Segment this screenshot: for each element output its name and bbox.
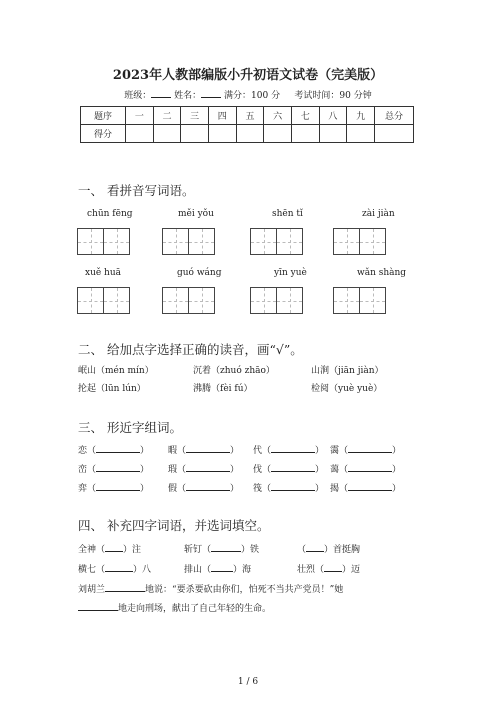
score-table-header-row [81, 107, 414, 125]
score-header-cell: 题序 [81, 107, 126, 125]
score-cell[interactable] [264, 125, 292, 143]
grid-cell[interactable] [188, 228, 215, 255]
grid-cell[interactable] [77, 228, 104, 255]
char: 暇 [168, 446, 178, 456]
answer-blank[interactable] [186, 462, 230, 472]
word-item: 瑕（ ） [168, 462, 239, 475]
full-score: 满分：100 分 [224, 91, 281, 101]
char: 霭 [330, 446, 340, 456]
pinyin-label: yīn yuè [274, 268, 307, 278]
score-cell[interactable] [291, 125, 319, 143]
exam-info [0, 88, 496, 101]
char: 瑕 [168, 465, 178, 475]
grid-cell[interactable] [162, 287, 189, 314]
tian-grid[interactable] [333, 228, 386, 255]
score-cell[interactable] [347, 125, 375, 143]
score-header-cell: 六 [264, 107, 292, 125]
name-label: 姓名： [174, 91, 202, 101]
fill-sentence: 刘胡兰 地说：“要杀要砍由你们，怕死不当共产党员！”她 [78, 582, 343, 595]
pinyin-label: chūn fēng [87, 209, 133, 219]
idiom-blank[interactable] [324, 562, 342, 572]
grid-cell[interactable] [359, 287, 386, 314]
word-item: 筏（ ） [253, 481, 324, 494]
pinyin-label: shēn tǐ [272, 209, 303, 219]
word-item: 伐（ ） [253, 462, 324, 475]
class-label: 班级： [124, 91, 152, 101]
score-table-score-row [81, 125, 414, 143]
char: 假 [168, 484, 178, 494]
char: 蔼 [330, 465, 340, 475]
score-row-label: 得分 [81, 125, 126, 143]
tian-grid[interactable] [162, 287, 215, 314]
reading-choice[interactable]: 检阅（yuè yuè） [311, 384, 383, 394]
score-cell[interactable] [208, 125, 236, 143]
reading-choice[interactable]: 沉着（zhuó zhāo） [193, 366, 275, 376]
score-header-cell: 七 [291, 107, 319, 125]
reading-choice[interactable]: 岷山（mén mín） [78, 366, 154, 376]
tian-grid[interactable] [250, 287, 303, 314]
grid-cell[interactable] [333, 228, 360, 255]
score-header-cell: 一 [126, 107, 154, 125]
score-header-cell: 八 [319, 107, 347, 125]
score-cell[interactable] [126, 125, 154, 143]
answer-blank[interactable] [186, 443, 230, 453]
page-number: 1 / 6 [237, 677, 259, 687]
char: 筏 [253, 484, 263, 494]
tian-grid[interactable] [250, 228, 303, 255]
char: 恋 [78, 446, 88, 456]
section1-heading: 一、 看拼音写词语。 [78, 183, 195, 198]
pinyin-label: guó wáng [177, 268, 222, 278]
answer-blank[interactable] [96, 462, 140, 472]
score-header-cell: 五 [236, 107, 264, 125]
pinyin-label: měi yǒu [178, 209, 214, 219]
word-item: 弈（ ） [78, 481, 149, 494]
char: 代 [253, 446, 263, 456]
idiom-item: 横七（ ）八 [78, 562, 151, 575]
word-item: 恋（ ） [78, 443, 149, 456]
section3-heading: 三、 形近字组词。 [78, 420, 182, 435]
answer-blank[interactable] [348, 481, 392, 491]
answer-blank[interactable] [96, 481, 140, 491]
score-cell[interactable] [181, 125, 209, 143]
score-table [80, 106, 414, 143]
tian-grid[interactable] [162, 228, 215, 255]
word-item: 霭（ ） [330, 443, 401, 456]
answer-blank[interactable] [271, 481, 315, 491]
page-title: 2023年人教部编版小升初语文试卷（完美版） [112, 68, 384, 83]
grid-cell[interactable] [103, 287, 130, 314]
score-cell[interactable] [319, 125, 347, 143]
idiom-item: （ ）首挺胸 [297, 542, 360, 555]
reading-choice[interactable]: 抡起（lūn lún） [78, 384, 146, 394]
char: 伐 [253, 465, 263, 475]
tian-grid[interactable] [77, 287, 130, 314]
idiom-item: 排山（ ）海 [184, 562, 251, 575]
idiom-item: 全神（ ）注 [78, 542, 141, 555]
word-item: 蔼（ ） [330, 462, 401, 475]
idiom-item: 斩钉（ ）铁 [184, 542, 259, 555]
idiom-blank[interactable] [211, 562, 233, 572]
sentence-blank[interactable] [105, 582, 145, 592]
score-cell[interactable] [375, 125, 414, 143]
word-item: 暇（ ） [168, 443, 239, 456]
answer-blank[interactable] [271, 462, 315, 472]
score-header-cell: 四 [208, 107, 236, 125]
section4-heading: 四、 补充四字词语，并选词填空。 [78, 518, 270, 533]
idiom-blank[interactable] [211, 542, 241, 552]
score-header-cell: 三 [181, 107, 209, 125]
score-header-cell: 二 [153, 107, 181, 125]
word-item: 假（ ） [168, 481, 239, 494]
tian-grid[interactable] [77, 228, 130, 255]
grid-cell[interactable] [276, 228, 303, 255]
word-item: 代（ ） [253, 443, 324, 456]
fill-sentence: 地走向刑场，献出了自己年轻的生命。 [78, 601, 271, 614]
grid-cell[interactable] [359, 228, 386, 255]
answer-blank[interactable] [348, 462, 392, 472]
idiom-blank[interactable] [105, 562, 133, 572]
score-cell[interactable] [153, 125, 181, 143]
exam-time: 考试时间：90 分钟 [294, 91, 372, 101]
sentence-blank[interactable] [78, 601, 118, 611]
grid-cell[interactable] [250, 287, 277, 314]
char: 峦 [78, 465, 88, 475]
char: 弈 [78, 484, 88, 494]
reading-choice[interactable]: 沸腾（fèi fú） [193, 384, 253, 394]
grid-cell[interactable] [162, 228, 189, 255]
score-header-cell: 总分 [375, 107, 414, 125]
grid-cell[interactable] [77, 287, 104, 314]
pinyin-label: zài jiàn [362, 209, 395, 219]
idiom-blank[interactable] [306, 542, 324, 552]
answer-blank[interactable] [271, 443, 315, 453]
class-blank [151, 88, 171, 98]
char: 揭 [330, 484, 340, 494]
idiom-blank[interactable] [105, 542, 123, 552]
reading-choice[interactable]: 山涧（jiān jiàn） [311, 366, 384, 376]
grid-cell[interactable] [103, 228, 130, 255]
word-item: 揭（ ） [330, 481, 401, 494]
tian-grid[interactable] [333, 287, 386, 314]
answer-blank[interactable] [348, 443, 392, 453]
grid-cell[interactable] [276, 287, 303, 314]
section2-heading: 二、 给加点字选择正确的读音，画“√”。 [78, 342, 303, 357]
idiom-item: 壮烈（ ）迈 [297, 562, 360, 575]
word-item: 峦（ ） [78, 462, 149, 475]
answer-blank[interactable] [186, 481, 230, 491]
pinyin-label: wǎn shàng [357, 268, 407, 278]
grid-cell[interactable] [188, 287, 215, 314]
score-cell[interactable] [236, 125, 264, 143]
score-header-cell: 九 [347, 107, 375, 125]
name-blank [201, 88, 221, 98]
pinyin-label: xuě huā [85, 268, 122, 278]
grid-cell[interactable] [333, 287, 360, 314]
grid-cell[interactable] [250, 228, 277, 255]
answer-blank[interactable] [96, 443, 140, 453]
